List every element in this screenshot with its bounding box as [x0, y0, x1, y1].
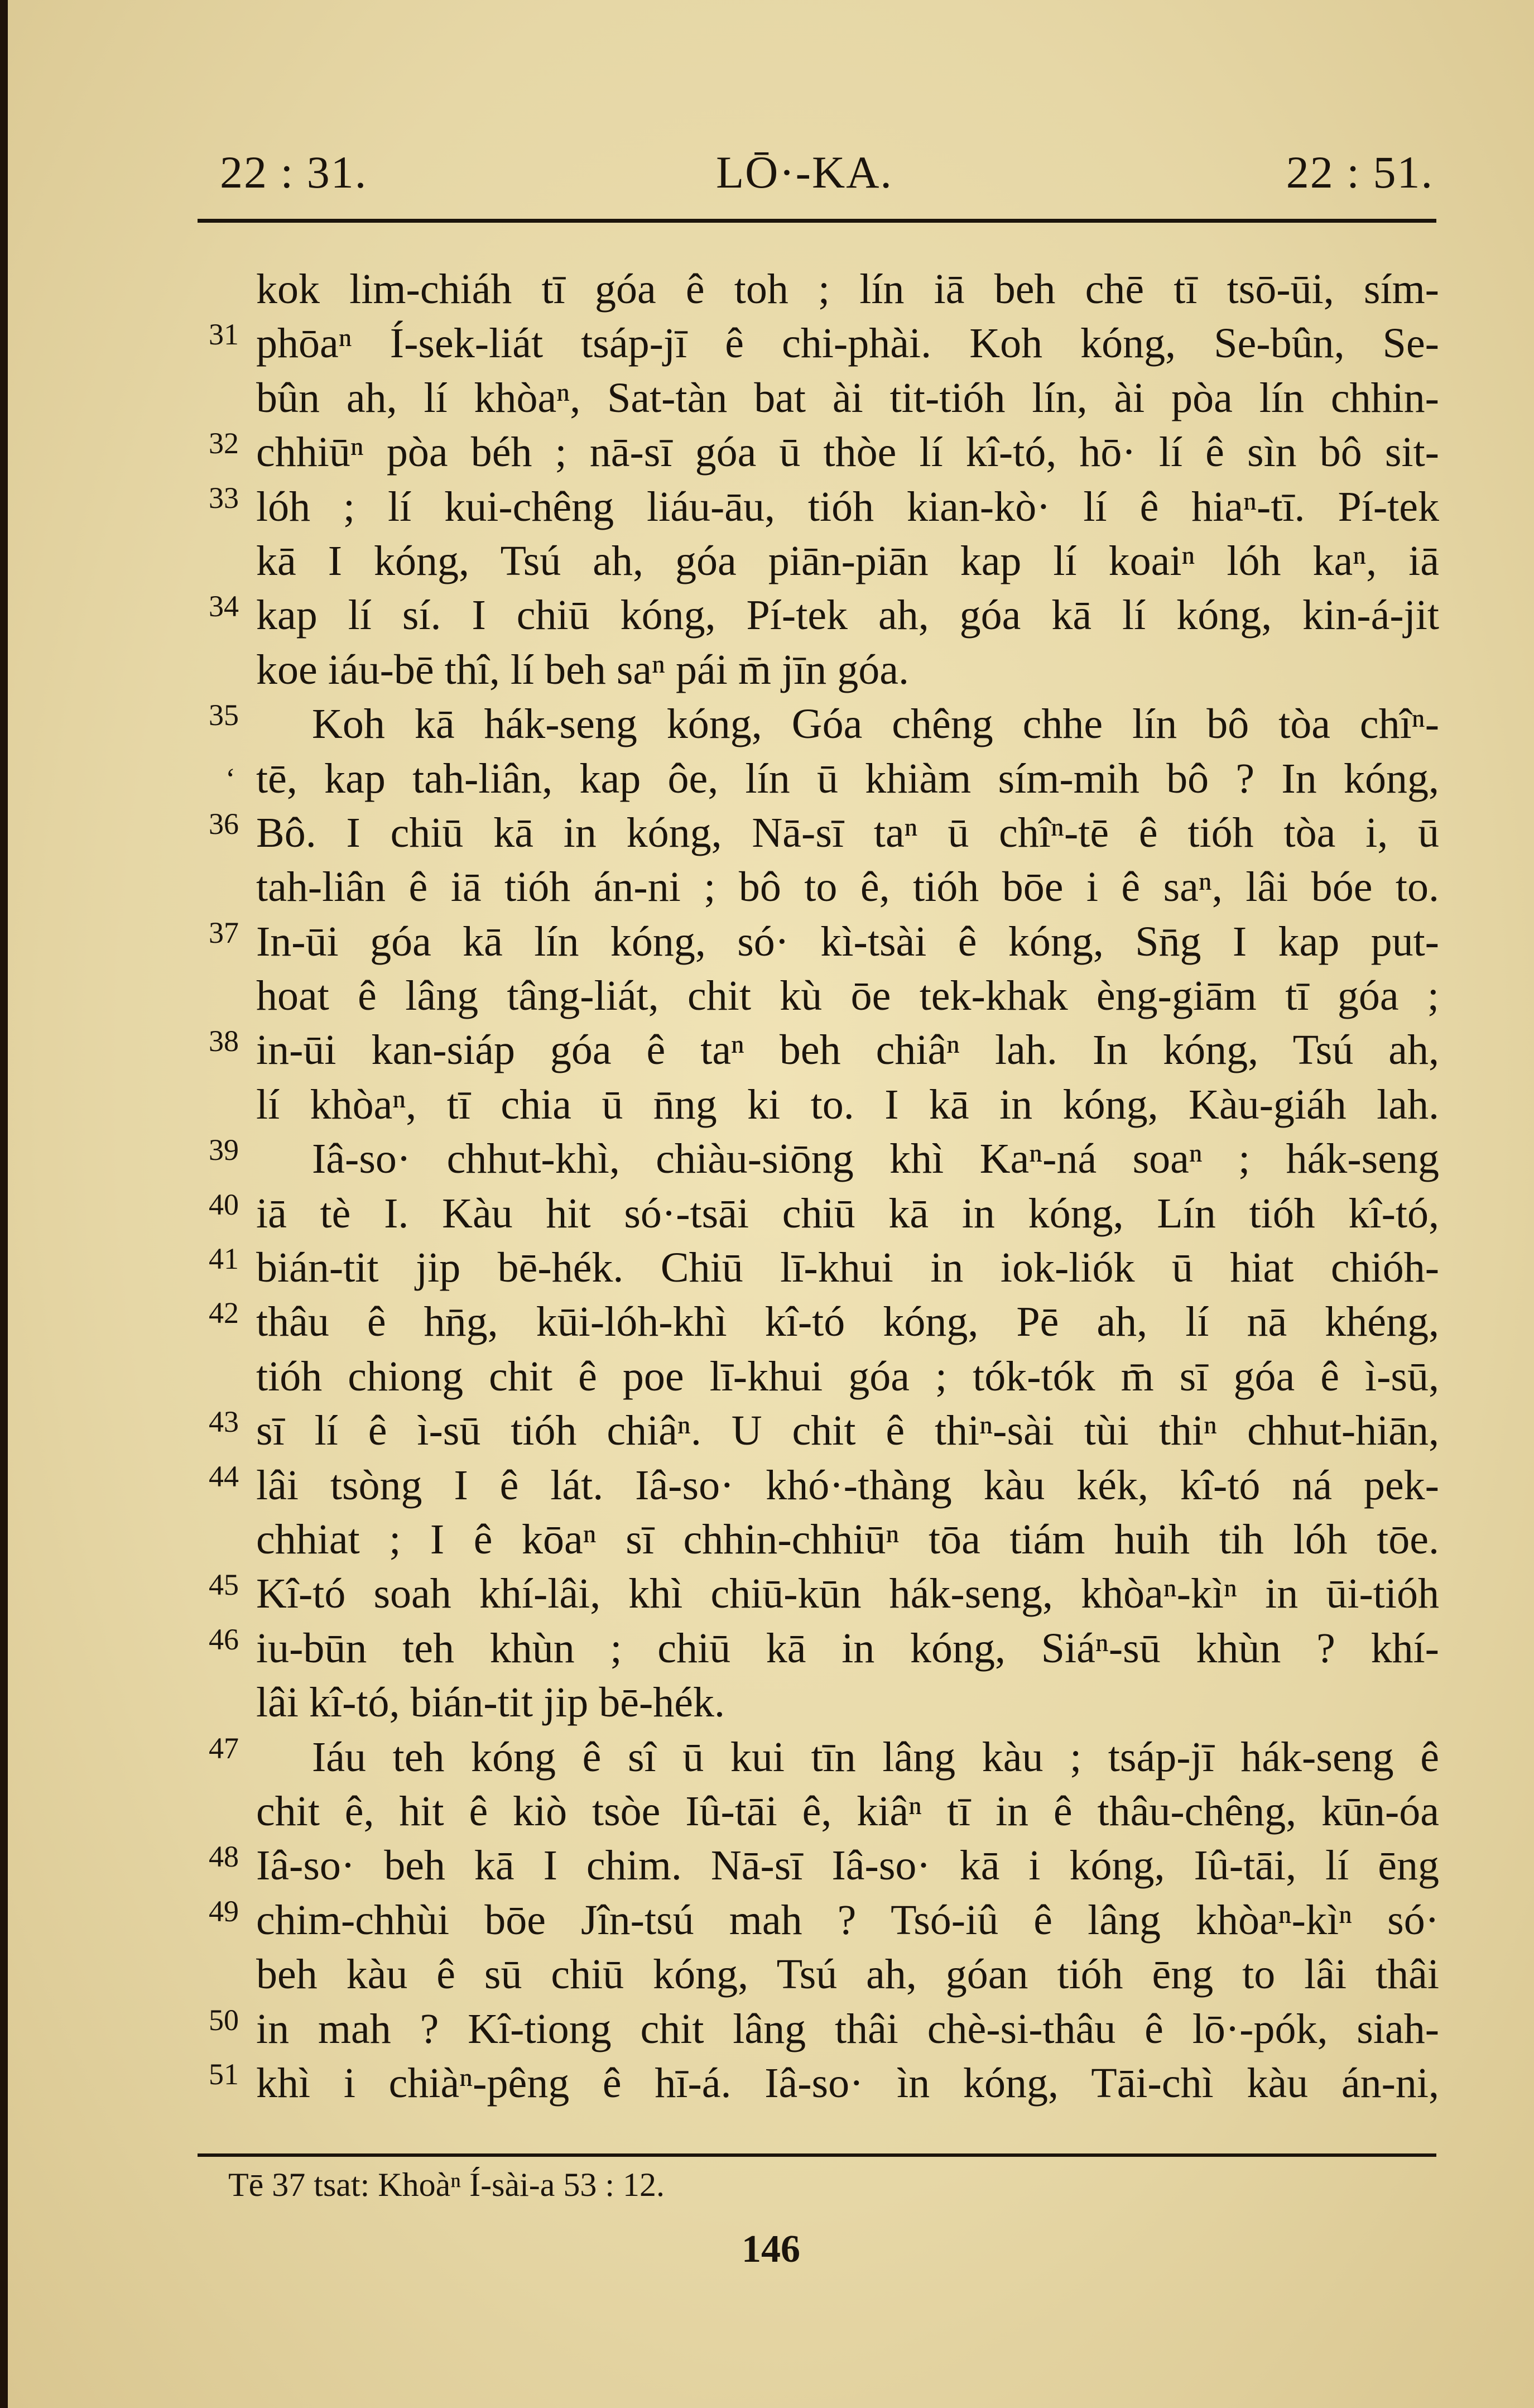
verse-number: 43 — [209, 1405, 239, 1439]
text-line — [186, 1676, 1439, 1730]
text-line — [186, 588, 1439, 642]
text-line — [186, 2002, 1439, 2056]
verse-number: 46 — [209, 1622, 239, 1656]
verse-number: 44 — [209, 1459, 239, 1493]
line-text: chhiat ; I ê kōaⁿ sī chhin-chhiūⁿ tōa tiám huih tih lóh tōe. — [256, 1515, 1439, 1563]
margin-mark: ‘ — [225, 761, 235, 795]
text-line — [186, 2056, 1439, 2110]
text-line — [186, 534, 1439, 588]
line-text: in-ūi kan-siáp góa ê taⁿ beh chiâⁿ lah. In kóng, Tsú ah, — [256, 1026, 1439, 1074]
line-text: khì i chiàⁿ-pêng ê hī-á. Iâ-so· ìn kóng, Tāi-chì kàu án-ni, — [256, 2059, 1439, 2107]
verse-number: 39 — [209, 1133, 239, 1167]
page-number: 146 — [742, 2228, 800, 2271]
verse-number: 42 — [209, 1296, 239, 1330]
header-verse-start: 22 : 31. — [220, 147, 368, 198]
line-text: Kî-tó soah khí-lâi, khì chiū-kūn hák-seng, khòaⁿ-kìⁿ in ūi-tióh — [256, 1570, 1439, 1618]
line-text: hoat ê lâng tâng-liát, chit kù ōe tek-khak èng-giām tī góa ; — [256, 972, 1439, 1020]
text-line — [186, 1839, 1439, 1893]
line-text: kā I kóng, Tsú ah, góa piān-piān kap lí koaiⁿ lóh kaⁿ, iā — [256, 537, 1439, 584]
text-line — [186, 1404, 1439, 1458]
text-line — [186, 425, 1439, 479]
text-line — [186, 915, 1439, 969]
text-line — [186, 1785, 1439, 1839]
line-text: lóh ; lí kui-chêng liáu-āu, tióh kian-kò· lí ê hiaⁿ-tī. Pí-tek — [256, 483, 1439, 530]
text-line — [186, 752, 1439, 806]
header-verse-end: 22 : 51. — [1286, 147, 1434, 198]
line-text: Iâ-so· beh kā I chim. Nā-sī Iâ-so· kā i kóng, Iû-tāi, lí ēng — [256, 1842, 1439, 1889]
footnote-rule — [198, 2153, 1436, 2157]
line-text: chhiūⁿ pòa béh ; nā-sī góa ū thòe lí kî-tó, hō· lí ê sìn bô sit- — [256, 429, 1439, 476]
line-text: lâi kî-tó, bián-tit jip bē-hék. — [256, 1679, 725, 1726]
line-text: beh kàu ê sū chiū kóng, Tsú ah, góan tióh ēng to lâi thâi — [256, 1951, 1439, 1998]
verse-number: 35 — [209, 698, 239, 732]
running-header — [175, 146, 1434, 208]
text-line — [186, 697, 1439, 751]
text-line — [186, 371, 1439, 425]
line-text: lí khòaⁿ, tī chia ū n̄ng ki to. I kā in kóng, Kàu-giáh lah. — [256, 1081, 1439, 1128]
line-text: tē, kap tah-liân, kap ôe, lín ū khiàm sím-mih bô ? In kóng, — [256, 755, 1439, 802]
verse-number: 47 — [209, 1731, 239, 1765]
line-text: thâu ê hn̄g, kūi-lóh-khì kî-tó kóng, Pē ah, lí nā khéng, — [256, 1298, 1439, 1346]
line-text: chim-chhùi bōe Jîn-tsú mah ? Tsó-iû ê lâng khòaⁿ-kìⁿ só· — [256, 1896, 1439, 1944]
line-text: chit ê, hit ê kiò tsòe Iû-tāi ê, kiâⁿ tī in ê thâu-chêng, kūn-óa — [256, 1787, 1439, 1835]
verse-number: 50 — [209, 2003, 239, 2037]
verse-number: 38 — [209, 1024, 239, 1058]
text-line — [186, 1350, 1439, 1404]
line-text: koe iáu-bē thî, lí beh saⁿ pái m̄ jīn góa. — [256, 646, 909, 693]
text-line — [186, 1078, 1439, 1132]
line-text: iu-būn teh khùn ; chiū kā in kóng, Siáⁿ-sū khùn ? khí- — [256, 1624, 1439, 1672]
verse-number: 41 — [209, 1242, 239, 1276]
line-text: Iâ-so· chhut-khì, chiàu-siōng khì Kaⁿ-ná soaⁿ ; hák-seng — [312, 1135, 1439, 1183]
verse-number: 34 — [209, 589, 239, 623]
text-line — [186, 316, 1439, 371]
text-line — [186, 1459, 1439, 1513]
text-line — [186, 262, 1439, 316]
line-text: kok lim-chiáh tī góa ê toh ; lín iā beh chē tī tsō-ūi, sím- — [256, 266, 1439, 313]
footnote: Tē 37 tsat: Khoàⁿ Í-sài-a 53 : 12. — [228, 2166, 665, 2203]
line-text: tióh chiong chit ê poe lī-khui góa ; tók-tók m̄ sī góa ê ì-sū, — [256, 1352, 1439, 1400]
verse-number: 36 — [209, 807, 239, 841]
book-page — [8, 0, 1534, 2408]
text-line — [186, 643, 1439, 697]
text-line — [186, 1893, 1439, 1947]
verse-number: 37 — [209, 915, 239, 949]
text-line — [186, 1622, 1439, 1676]
header-rule — [198, 219, 1436, 223]
text-line — [186, 860, 1439, 914]
text-line — [186, 1513, 1439, 1567]
verse-number: 33 — [209, 481, 239, 515]
header-book-title: LŌ·-KA. — [716, 147, 893, 198]
verse-number: 51 — [209, 2057, 239, 2091]
line-text: Iáu teh kóng ê sî ū kui tīn lâng kàu ; tsáp-jī hák-seng ê — [312, 1733, 1439, 1781]
text-line — [186, 1241, 1439, 1295]
text-line — [186, 969, 1439, 1023]
scripture-text — [186, 262, 1439, 2110]
verse-number: 31 — [209, 318, 239, 352]
text-line — [186, 1295, 1439, 1349]
line-text: Koh kā hák-seng kóng, Góa chêng chhe lín bô tòa chîⁿ- — [312, 701, 1439, 748]
verse-number: 45 — [209, 1568, 239, 1602]
line-text: lâi tsòng I ê lát. Iâ-so· khó·-thàng kàu kék, kî-tó ná pek- — [256, 1461, 1439, 1509]
line-text: bián-tit jip bē-hék. Chiū lī-khui in iok-liók ū hiat chióh- — [256, 1244, 1439, 1292]
line-text: In-ūi góa kā lín kóng, só· kì-tsài ê kóng, Sn̄g I kap put- — [256, 918, 1439, 965]
line-text: kap lí sí. I chiū kóng, Pí-tek ah, góa kā lí kóng, kin-á-jit — [256, 592, 1439, 639]
verse-number: 48 — [209, 1840, 239, 1874]
line-text: phōaⁿ Í-sek-liát tsáp-jī ê chi-phài. Koh kóng, Se-bûn, Se- — [256, 320, 1439, 367]
verse-number: 32 — [209, 426, 239, 461]
text-line — [186, 1567, 1439, 1621]
verse-number: 40 — [209, 1187, 239, 1221]
text-line — [186, 1132, 1439, 1186]
text-line — [186, 480, 1439, 534]
text-line — [186, 806, 1439, 860]
line-text: bûn ah, lí khòaⁿ, Sat-tàn bat ài tit-tióh lín, ài pòa lín chhin- — [256, 374, 1439, 421]
text-line — [186, 1023, 1439, 1077]
text-line — [186, 1947, 1439, 2002]
verse-number: 49 — [209, 1894, 239, 1928]
line-text: in mah ? Kî-tiong chit lâng thâi chè-si-thâu ê lō·-pók, siah- — [256, 2005, 1439, 2052]
text-line — [186, 1187, 1439, 1241]
line-text: iā tè I. Kàu hit só·-tsāi chiū kā in kóng, Lín tióh kî-tó, — [256, 1189, 1439, 1237]
line-text: sī lí ê ì-sū tióh chiâⁿ. U chit ê thiⁿ-sài tùi thiⁿ chhut-hiān, — [256, 1407, 1439, 1455]
text-line — [186, 1730, 1439, 1785]
line-text: tah-liân ê iā tióh án-ni ; bô to ê, tióh bōe i ê saⁿ, lâi bóe to. — [256, 864, 1439, 911]
line-text: Bô. I chiū kā in kóng, Nā-sī taⁿ ū chîⁿ-tē ê tióh tòa i, ū — [256, 809, 1439, 856]
